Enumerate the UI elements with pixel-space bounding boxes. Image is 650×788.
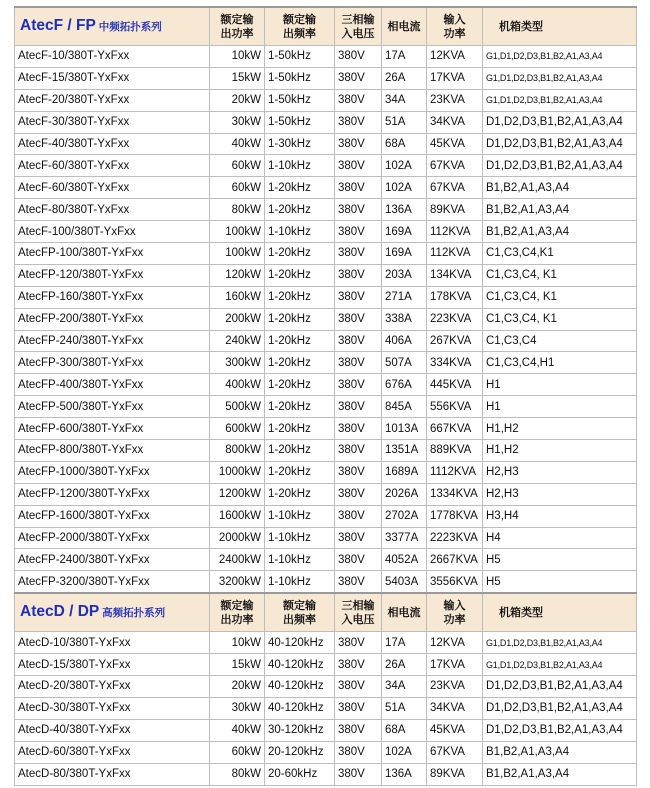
cell-model: AtecD-80/380T-YxFxx xyxy=(15,763,210,785)
cell-input-power: 89KVA xyxy=(427,763,483,785)
cell-frequency: 1-20kHz xyxy=(265,440,335,462)
cell-cabinet: D1,D2,D3,B1,B2,A1,A3,A4 xyxy=(483,697,637,719)
cell-model: AtecFP-600/380T-YxFxx xyxy=(15,418,210,440)
spec-table xyxy=(14,6,637,786)
section-header-row xyxy=(15,593,637,632)
table-row xyxy=(15,264,637,286)
cell-frequency: 20-60kHz xyxy=(265,763,335,785)
cell-current: 34A xyxy=(382,676,427,698)
cell-frequency: 1-10kHz xyxy=(265,527,335,549)
header-input-voltage: 三相输 入电压 xyxy=(335,7,382,46)
cell-cabinet: H1 xyxy=(483,396,637,418)
table-row xyxy=(15,308,637,330)
cell-power: 20kW xyxy=(210,89,265,111)
cell-power: 1000kW xyxy=(210,461,265,483)
cell-current: 68A xyxy=(382,719,427,741)
cell-input-power: 1112KVA xyxy=(427,461,483,483)
cell-frequency: 1-20kHz xyxy=(265,374,335,396)
cell-power: 100kW xyxy=(210,221,265,243)
cell-voltage: 380V xyxy=(335,697,382,719)
cell-cabinet: G1,D1,D2,D3,B1,B2,A1,A3,A4 xyxy=(483,654,637,676)
cell-voltage: 380V xyxy=(335,505,382,527)
cell-model: AtecF-60/380T-YxFxx xyxy=(15,177,210,199)
cell-power: 40kW xyxy=(210,719,265,741)
cell-cabinet: H4 xyxy=(483,527,637,549)
cell-cabinet: B1,B2,A1,A3,A4 xyxy=(483,763,637,785)
table-row xyxy=(15,155,637,177)
cell-cabinet: H2,H3 xyxy=(483,461,637,483)
cell-frequency: 1-50kHz xyxy=(265,46,335,68)
table-row xyxy=(15,719,637,741)
table-row xyxy=(15,177,637,199)
cell-cabinet: G1,D1,D2,D3,B1,B2,A1,A3,A4 xyxy=(483,89,637,111)
cell-frequency: 1-20kHz xyxy=(265,330,335,352)
cell-current: 5403A xyxy=(382,571,427,593)
cell-frequency: 1-20kHz xyxy=(265,243,335,265)
cell-voltage: 380V xyxy=(335,440,382,462)
cell-input-power: 45KVA xyxy=(427,719,483,741)
table-row xyxy=(15,527,637,549)
cell-frequency: 1-20kHz xyxy=(265,286,335,308)
cell-current: 406A xyxy=(382,330,427,352)
cell-voltage: 380V xyxy=(335,763,382,785)
cell-frequency: 1-20kHz xyxy=(265,352,335,374)
cell-input-power: 667KVA xyxy=(427,418,483,440)
cell-cabinet: H1,H2 xyxy=(483,418,637,440)
cell-voltage: 380V xyxy=(335,374,382,396)
cell-power: 2400kW xyxy=(210,549,265,571)
cell-current: 3377A xyxy=(382,527,427,549)
cell-cabinet: C1,C3,C4, K1 xyxy=(483,286,637,308)
cell-model: AtecFP-120/380T-YxFxx xyxy=(15,264,210,286)
table-row xyxy=(15,374,637,396)
table-row xyxy=(15,221,637,243)
cell-power: 800kW xyxy=(210,440,265,462)
cell-current: 169A xyxy=(382,243,427,265)
cell-cabinet: C1,C3,C4,H1 xyxy=(483,352,637,374)
cell-power: 100kW xyxy=(210,243,265,265)
cell-voltage: 380V xyxy=(335,654,382,676)
header-rated-frequency: 额定输 出频率 xyxy=(265,593,335,632)
cell-model: AtecFP-1600/380T-YxFxx xyxy=(15,505,210,527)
table-row xyxy=(15,632,637,654)
cell-frequency: 1-50kHz xyxy=(265,111,335,133)
cell-input-power: 23KVA xyxy=(427,89,483,111)
cell-voltage: 380V xyxy=(335,89,382,111)
section-title-main: AtecD / DP xyxy=(20,603,100,621)
section-title-sub: 高频拓扑系列 xyxy=(99,607,166,620)
table-row xyxy=(15,505,637,527)
cell-power: 120kW xyxy=(210,264,265,286)
cell-current: 845A xyxy=(382,396,427,418)
cell-frequency: 40-120kHz xyxy=(265,632,335,654)
cell-frequency: 1-10kHz xyxy=(265,221,335,243)
cell-current: 169A xyxy=(382,221,427,243)
cell-frequency: 1-20kHz xyxy=(265,461,335,483)
cell-frequency: 1-50kHz xyxy=(265,67,335,89)
cell-model: AtecFP-1200/380T-YxFxx xyxy=(15,483,210,505)
cell-power: 80kW xyxy=(210,763,265,785)
cell-voltage: 380V xyxy=(335,221,382,243)
cell-power: 40kW xyxy=(210,133,265,155)
cell-power: 400kW xyxy=(210,374,265,396)
cell-frequency: 1-30kHz xyxy=(265,133,335,155)
table-row xyxy=(15,440,637,462)
cell-power: 15kW xyxy=(210,67,265,89)
cell-power: 80kW xyxy=(210,199,265,221)
cell-cabinet: B1,B2,A1,A3,A4 xyxy=(483,741,637,763)
header-cabinet-type: 机箱类型 xyxy=(483,593,637,632)
cell-input-power: 134KVA xyxy=(427,264,483,286)
cell-voltage: 380V xyxy=(335,549,382,571)
cell-voltage: 380V xyxy=(335,418,382,440)
cell-voltage: 380V xyxy=(335,396,382,418)
cell-cabinet: C1,C3,C4,K1 xyxy=(483,243,637,265)
cell-frequency: 1-20kHz xyxy=(265,418,335,440)
cell-input-power: 17KVA xyxy=(427,67,483,89)
cell-power: 500kW xyxy=(210,396,265,418)
cell-power: 30kW xyxy=(210,697,265,719)
cell-voltage: 380V xyxy=(335,719,382,741)
cell-model: AtecF-10/380T-YxFxx xyxy=(15,46,210,68)
table-row xyxy=(15,330,637,352)
cell-model: AtecFP-100/380T-YxFxx xyxy=(15,243,210,265)
cell-power: 240kW xyxy=(210,330,265,352)
cell-current: 26A xyxy=(382,67,427,89)
cell-frequency: 30-120kHz xyxy=(265,719,335,741)
cell-current: 51A xyxy=(382,111,427,133)
cell-cabinet: B1,B2,A1,A3,A4 xyxy=(483,221,637,243)
cell-power: 160kW xyxy=(210,286,265,308)
cell-input-power: 889KVA xyxy=(427,440,483,462)
table-row xyxy=(15,199,637,221)
cell-current: 17A xyxy=(382,632,427,654)
cell-model: AtecF-80/380T-YxFxx xyxy=(15,199,210,221)
cell-input-power: 1778KVA xyxy=(427,505,483,527)
cell-power: 60kW xyxy=(210,177,265,199)
cell-current: 26A xyxy=(382,654,427,676)
cell-voltage: 380V xyxy=(335,286,382,308)
table-row xyxy=(15,418,637,440)
header-rated-power: 额定输 出功率 xyxy=(210,7,265,46)
cell-model: AtecF-100/380T-YxFxx xyxy=(15,221,210,243)
cell-voltage: 380V xyxy=(335,352,382,374)
cell-cabinet: H1,H2 xyxy=(483,440,637,462)
cell-model: AtecFP-2400/380T-YxFxx xyxy=(15,549,210,571)
table-row xyxy=(15,286,637,308)
cell-frequency: 40-120kHz xyxy=(265,697,335,719)
cell-input-power: 67KVA xyxy=(427,741,483,763)
header-rated-power: 额定输 出功率 xyxy=(210,593,265,632)
cell-input-power: 2223KVA xyxy=(427,527,483,549)
cell-frequency: 1-10kHz xyxy=(265,505,335,527)
cell-cabinet: H1 xyxy=(483,374,637,396)
cell-voltage: 380V xyxy=(335,177,382,199)
table-row xyxy=(15,111,637,133)
cell-frequency: 1-20kHz xyxy=(265,177,335,199)
cell-model: AtecF-40/380T-YxFxx xyxy=(15,133,210,155)
cell-current: 1689A xyxy=(382,461,427,483)
cell-model: AtecFP-3200/380T-YxFxx xyxy=(15,571,210,593)
cell-current: 51A xyxy=(382,697,427,719)
cell-power: 60kW xyxy=(210,741,265,763)
cell-frequency: 20-120kHz xyxy=(265,741,335,763)
cell-model: AtecD-30/380T-YxFxx xyxy=(15,697,210,719)
header-input-voltage: 三相输 入电压 xyxy=(335,593,382,632)
cell-power: 10kW xyxy=(210,632,265,654)
table-row xyxy=(15,461,637,483)
cell-frequency: 1-20kHz xyxy=(265,483,335,505)
cell-input-power: 223KVA xyxy=(427,308,483,330)
cell-voltage: 380V xyxy=(335,632,382,654)
cell-model: AtecF-30/380T-YxFxx xyxy=(15,111,210,133)
cell-frequency: 1-20kHz xyxy=(265,308,335,330)
table-row xyxy=(15,741,637,763)
cell-cabinet: D1,D2,D3,B1,B2,A1,A3,A4 xyxy=(483,719,637,741)
cell-voltage: 380V xyxy=(335,46,382,68)
table-row xyxy=(15,763,637,785)
cell-voltage: 380V xyxy=(335,133,382,155)
cell-frequency: 1-50kHz xyxy=(265,89,335,111)
cell-model: AtecFP-1000/380T-YxFxx xyxy=(15,461,210,483)
cell-voltage: 380V xyxy=(335,111,382,133)
cell-input-power: 267KVA xyxy=(427,330,483,352)
cell-input-power: 67KVA xyxy=(427,155,483,177)
cell-model: AtecFP-800/380T-YxFxx xyxy=(15,440,210,462)
cell-voltage: 380V xyxy=(335,199,382,221)
cell-input-power: 2667KVA xyxy=(427,549,483,571)
cell-current: 102A xyxy=(382,155,427,177)
cell-model: AtecD-40/380T-YxFxx xyxy=(15,719,210,741)
cell-power: 1200kW xyxy=(210,483,265,505)
table-row xyxy=(15,654,637,676)
cell-current: 34A xyxy=(382,89,427,111)
header-input-power: 输入 功率 xyxy=(427,593,483,632)
spec-table-body xyxy=(15,7,637,785)
table-row xyxy=(15,549,637,571)
cell-current: 4052A xyxy=(382,549,427,571)
cell-model: AtecD-20/380T-YxFxx xyxy=(15,676,210,698)
cell-voltage: 380V xyxy=(335,527,382,549)
cell-current: 2026A xyxy=(382,483,427,505)
table-row xyxy=(15,352,637,374)
cell-cabinet: G1,D1,D2,D3,B1,B2,A1,A3,A4 xyxy=(483,632,637,654)
cell-voltage: 380V xyxy=(335,243,382,265)
cell-input-power: 12KVA xyxy=(427,632,483,654)
cell-power: 10kW xyxy=(210,46,265,68)
cell-input-power: 17KVA xyxy=(427,654,483,676)
cell-cabinet: D1,D2,D3,B1,B2,A1,A3,A4 xyxy=(483,676,637,698)
cell-frequency: 40-120kHz xyxy=(265,676,335,698)
cell-current: 68A xyxy=(382,133,427,155)
cell-frequency: 1-20kHz xyxy=(265,264,335,286)
header-input-power: 输入 功率 xyxy=(427,7,483,46)
table-row xyxy=(15,571,637,593)
cell-model: AtecD-60/380T-YxFxx xyxy=(15,741,210,763)
cell-cabinet: H2,H3 xyxy=(483,483,637,505)
cell-cabinet: D1,D2,D3,B1,B2,A1,A3,A4 xyxy=(483,111,637,133)
cell-power: 600kW xyxy=(210,418,265,440)
cell-model: AtecFP-300/380T-YxFxx xyxy=(15,352,210,374)
cell-cabinet: C1,C3,C4 xyxy=(483,330,637,352)
cell-current: 2702A xyxy=(382,505,427,527)
section-title-sub: 中频拓扑系列 xyxy=(95,21,162,33)
cell-voltage: 380V xyxy=(335,461,382,483)
header-phase-current: 相电流 xyxy=(382,593,427,632)
cell-model: AtecFP-2000/380T-YxFxx xyxy=(15,527,210,549)
cell-current: 203A xyxy=(382,264,427,286)
cell-cabinet: B1,B2,A1,A3,A4 xyxy=(483,199,637,221)
cell-current: 676A xyxy=(382,374,427,396)
header-rated-frequency: 额定输 出频率 xyxy=(265,7,335,46)
cell-cabinet: C1,C3,C4, K1 xyxy=(483,264,637,286)
cell-cabinet: B1,B2,A1,A3,A4 xyxy=(483,177,637,199)
cell-model: AtecF-60/380T-YxFxx xyxy=(15,155,210,177)
table-row xyxy=(15,243,637,265)
cell-power: 60kW xyxy=(210,155,265,177)
cell-voltage: 380V xyxy=(335,741,382,763)
cell-model: AtecFP-200/380T-YxFxx xyxy=(15,308,210,330)
cell-power: 200kW xyxy=(210,308,265,330)
cell-model: AtecFP-400/380T-YxFxx xyxy=(15,374,210,396)
cell-input-power: 445KVA xyxy=(427,374,483,396)
cell-current: 136A xyxy=(382,763,427,785)
cell-power: 3200kW xyxy=(210,571,265,593)
table-row xyxy=(15,697,637,719)
spec-table-container xyxy=(14,6,636,786)
cell-input-power: 12KVA xyxy=(427,46,483,68)
cell-input-power: 112KVA xyxy=(427,221,483,243)
table-row xyxy=(15,133,637,155)
cell-model: AtecF-15/380T-YxFxx xyxy=(15,67,210,89)
cell-cabinet: G1,D1,D2,D3,B1,B2,A1,A3,A4 xyxy=(483,67,637,89)
cell-frequency: 1-20kHz xyxy=(265,396,335,418)
cell-cabinet: G1,D1,D2,D3,B1,B2,A1,A3,A4 xyxy=(483,46,637,68)
cell-cabinet: D1,D2,D3,B1,B2,A1,A3,A4 xyxy=(483,155,637,177)
cell-input-power: 178KVA xyxy=(427,286,483,308)
section-title xyxy=(15,7,210,46)
cell-input-power: 67KVA xyxy=(427,177,483,199)
cell-voltage: 380V xyxy=(335,67,382,89)
cell-power: 15kW xyxy=(210,654,265,676)
cell-input-power: 556KVA xyxy=(427,396,483,418)
cell-input-power: 3556KVA xyxy=(427,571,483,593)
cell-power: 2000kW xyxy=(210,527,265,549)
cell-frequency: 1-10kHz xyxy=(265,155,335,177)
cell-current: 271A xyxy=(382,286,427,308)
cell-current: 1013A xyxy=(382,418,427,440)
cell-cabinet: C1,C3,C4, K1 xyxy=(483,308,637,330)
cell-cabinet: H3,H4 xyxy=(483,505,637,527)
cell-cabinet: H5 xyxy=(483,549,637,571)
cell-input-power: 45KVA xyxy=(427,133,483,155)
cell-power: 1600kW xyxy=(210,505,265,527)
cell-model: AtecFP-240/380T-YxFxx xyxy=(15,330,210,352)
cell-voltage: 380V xyxy=(335,571,382,593)
cell-frequency: 1-20kHz xyxy=(265,199,335,221)
table-row xyxy=(15,67,637,89)
cell-power: 30kW xyxy=(210,111,265,133)
header-phase-current: 相电流 xyxy=(382,7,427,46)
cell-model: AtecF-20/380T-YxFxx xyxy=(15,89,210,111)
header-cabinet-type: 机箱类型 xyxy=(483,7,637,46)
cell-input-power: 34KVA xyxy=(427,697,483,719)
cell-input-power: 112KVA xyxy=(427,243,483,265)
table-row xyxy=(15,46,637,68)
cell-voltage: 380V xyxy=(335,676,382,698)
cell-input-power: 23KVA xyxy=(427,676,483,698)
table-row xyxy=(15,676,637,698)
cell-voltage: 380V xyxy=(335,308,382,330)
section-header-row xyxy=(15,7,637,46)
cell-cabinet: H5 xyxy=(483,571,637,593)
cell-current: 1351A xyxy=(382,440,427,462)
cell-power: 20kW xyxy=(210,676,265,698)
table-row xyxy=(15,483,637,505)
cell-current: 338A xyxy=(382,308,427,330)
cell-frequency: 1-10kHz xyxy=(265,571,335,593)
cell-current: 136A xyxy=(382,199,427,221)
cell-cabinet: D1,D2,D3,B1,B2,A1,A3,A4 xyxy=(483,133,637,155)
cell-current: 17A xyxy=(382,46,427,68)
cell-model: AtecD-10/380T-YxFxx xyxy=(15,632,210,654)
cell-voltage: 380V xyxy=(335,264,382,286)
section-title-main: AtecF / FP xyxy=(20,17,96,34)
cell-model: AtecFP-160/380T-YxFxx xyxy=(15,286,210,308)
cell-voltage: 380V xyxy=(335,330,382,352)
table-row xyxy=(15,396,637,418)
cell-input-power: 89KVA xyxy=(427,199,483,221)
cell-voltage: 380V xyxy=(335,155,382,177)
cell-model: AtecD-15/380T-YxFxx xyxy=(15,654,210,676)
cell-current: 102A xyxy=(382,741,427,763)
cell-frequency: 1-10kHz xyxy=(265,549,335,571)
cell-frequency: 40-120kHz xyxy=(265,654,335,676)
section-title xyxy=(15,593,210,632)
cell-current: 102A xyxy=(382,177,427,199)
cell-input-power: 334KVA xyxy=(427,352,483,374)
table-row xyxy=(15,89,637,111)
cell-power: 300kW xyxy=(210,352,265,374)
cell-current: 507A xyxy=(382,352,427,374)
cell-model: AtecFP-500/380T-YxFxx xyxy=(15,396,210,418)
cell-input-power: 34KVA xyxy=(427,111,483,133)
cell-voltage: 380V xyxy=(335,483,382,505)
cell-input-power: 1334KVA xyxy=(427,483,483,505)
